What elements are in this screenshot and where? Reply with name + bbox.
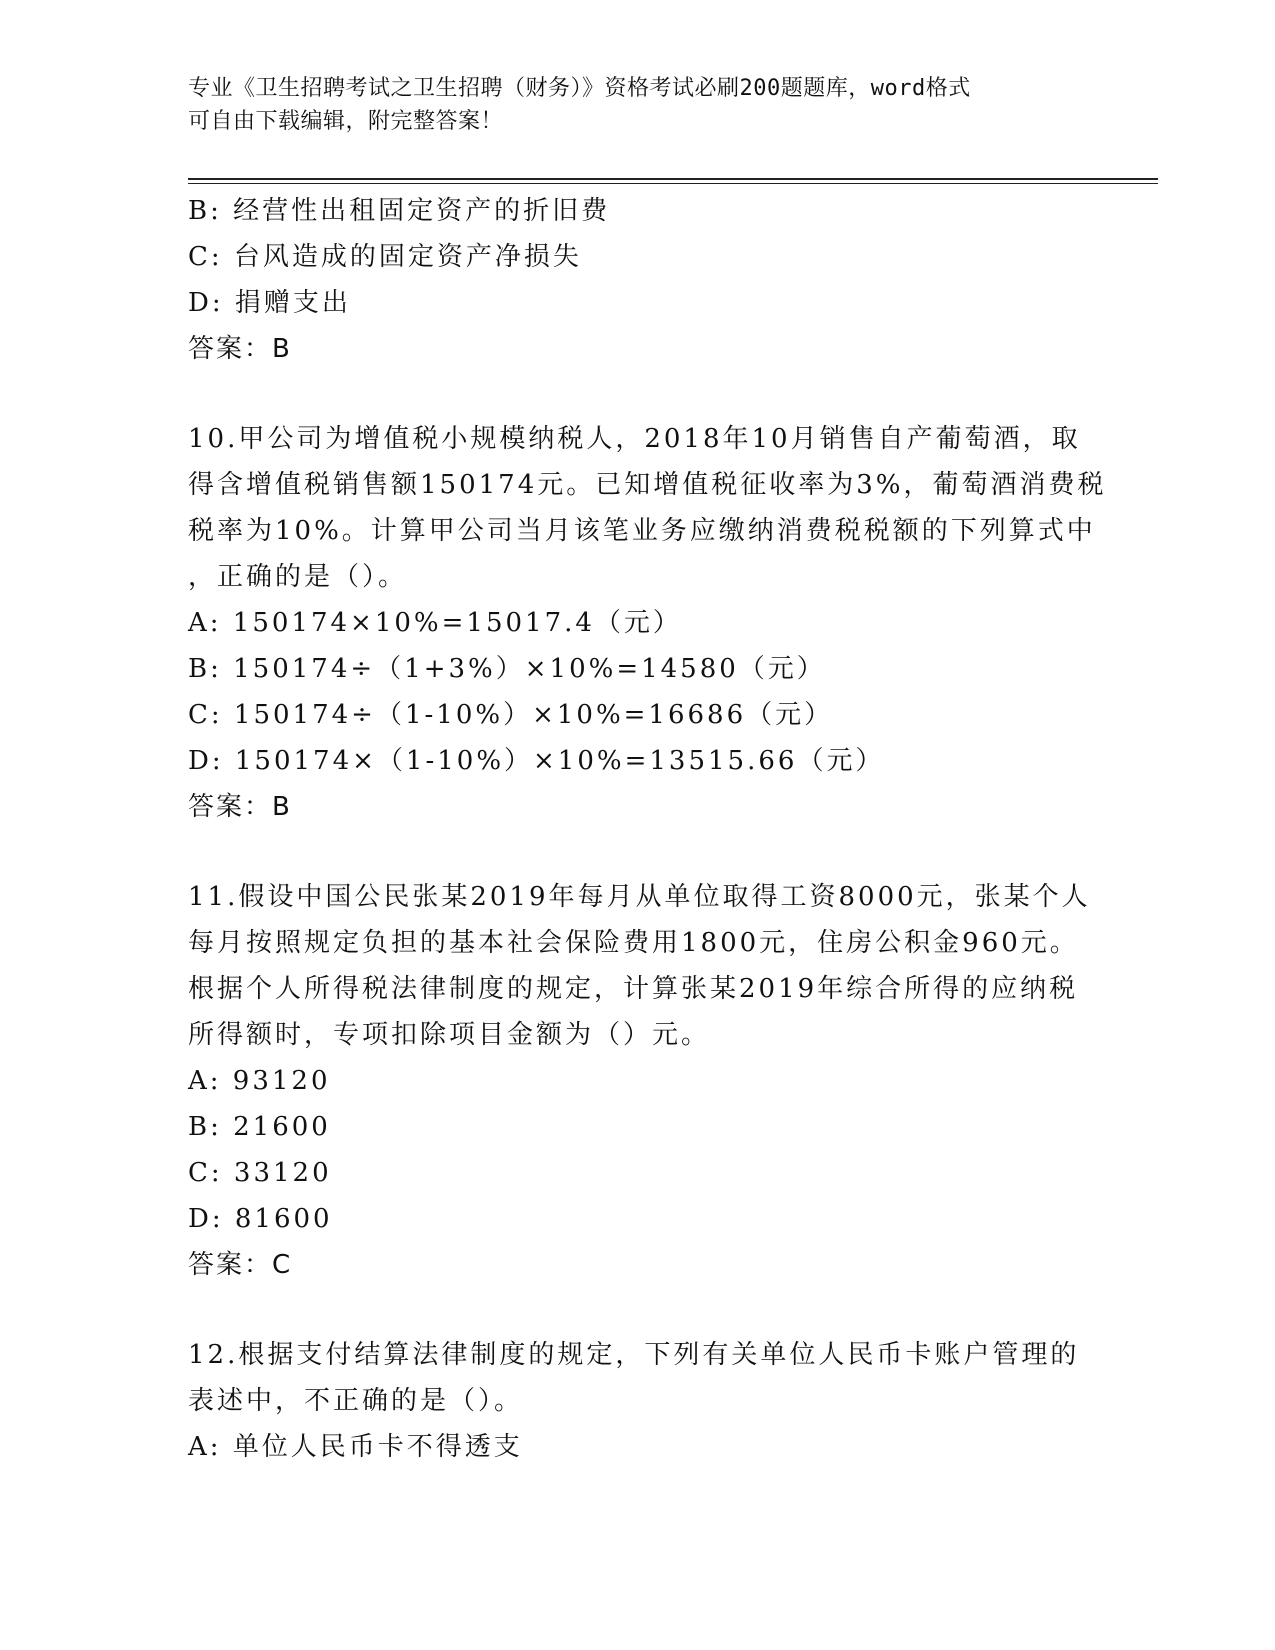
option-d: D: 150174×（1-10%）×10%=13515.66（元）: [188, 746, 885, 776]
option-a: A: 93120: [188, 1066, 331, 1096]
question-stem-line: 所得额时，专项扣除项目金额为（）元。: [188, 1020, 711, 1050]
question-stem-line: 表述中，不正确的是（）。: [188, 1386, 524, 1416]
answer-line: 答案：B: [188, 334, 292, 364]
document-header: [188, 72, 1088, 138]
option-c: C: 150174÷（1-10%）×10%=16686（元）: [188, 700, 834, 730]
document-content: [188, 188, 1107, 1470]
question-spacer: [188, 372, 1088, 416]
question-10: [188, 416, 1107, 830]
option-b: B: 经营性出租固定资产的折旧费: [188, 196, 611, 226]
option-d: D: 捐赠支出: [188, 288, 351, 318]
question-stem-line: 税率为10%。计算甲公司当月该笔业务应缴纳消费税税额的下列算式中: [188, 516, 1096, 546]
option-b: B: 150174÷（1+3%）×10%=14580（元）: [188, 654, 826, 684]
header-line-2: 可自由下载编辑，附完整答案！: [188, 109, 504, 134]
header-line-1: 专业《卫生招聘考试之卫生招聘（财务）》资格考试必刷200题题库，word格式: [188, 76, 971, 101]
option-a: A: 150174×10%=15017.4（元）: [188, 608, 682, 638]
header-rule-thick: [188, 178, 1158, 180]
question-9-continuation: [188, 188, 1088, 372]
question-stem-line: 12.根据支付结算法律制度的规定，下列有关单位人民币卡账户管理的: [188, 1340, 1080, 1370]
option-d: D: 81600: [188, 1204, 333, 1234]
option-a: A: 单位人民币卡不得透支: [188, 1432, 523, 1462]
question-stem-line: 10.甲公司为增值税小规模纳税人，2018年10月销售自产葡萄酒，取: [188, 424, 1081, 454]
question-12: [188, 1332, 1088, 1470]
answer-line: 答案：C: [188, 1250, 293, 1280]
header-rule-thin: [188, 183, 1158, 184]
question-11: [188, 874, 1091, 1288]
question-stem-line: ，正确的是（）。: [188, 562, 408, 592]
option-c: C: 台风造成的固定资产净损失: [188, 242, 582, 272]
question-stem-line: 11.假设中国公民张某2019年每月从单位取得工资8000元，张某个人: [188, 882, 1091, 912]
answer-line: 答案：B: [188, 792, 292, 822]
question-stem-line: 得含增值税销售额150174元。已知增值税征收率为3%，葡萄酒消费税: [188, 470, 1107, 500]
option-c: C: 33120: [188, 1158, 332, 1188]
question-spacer: [188, 830, 1088, 874]
question-stem-line: 每月按照规定负担的基本社会保险费用1800元，住房公积金960元。: [188, 928, 1079, 958]
option-b: B: 21600: [188, 1112, 331, 1142]
question-stem-line: 根据个人所得税法律制度的规定，计算张某2019年综合所得的应纳税: [188, 974, 1079, 1004]
question-spacer: [188, 1288, 1088, 1332]
